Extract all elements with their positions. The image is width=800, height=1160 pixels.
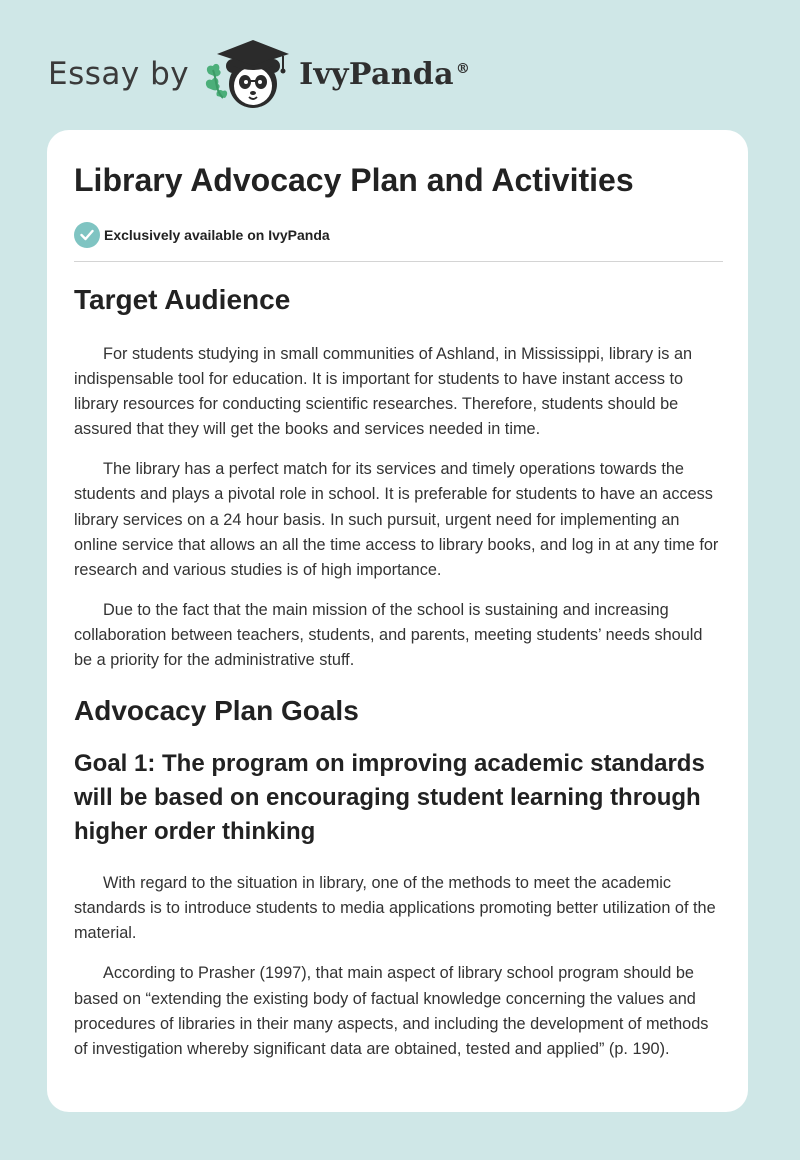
essay-by-label: Essay by [48,56,190,92]
site-header [48,34,470,114]
page-title: Library Advocacy Plan and Activities [74,162,634,198]
paragraph: With regard to the situation in library, one of the methods to meet the academic standards is to introduce students to media applications promoting better utilization of the material. [74,874,716,943]
panda-logo-icon[interactable] [203,36,295,112]
paragraph: According to Prasher (1997), that main aspect of library school program should be based on “extending the existing body of factual knowledge concerning the values and procedures of libraries in their many aspects, and including the development of methods of investigation whereby significant data are obtained, tested and applied” (p. 190). [74,964,709,1058]
check-circle-icon [74,222,100,248]
title-divider [74,261,723,262]
essay-card [47,130,748,1112]
exclusive-label: Exclusively available on IvyPanda [104,227,330,243]
brand-name[interactable]: IvyPanda ® [299,56,471,92]
exclusive-badge [74,222,330,248]
article-body [74,282,723,1062]
section-heading-advocacy-plan-goals: Advocacy Plan Goals [74,695,359,727]
paragraph: The library has a perfect match for its services and timely operations towards the students and plays a pivotal role in school. It is preferable for students to have an access library services on a 24 hour basis. In such pursuit, urgent need for implementing an online service that allows an all the time access to library books, and log in at any time for research and various studies is of high importance. [74,460,719,579]
paragraph: For students studying in small communities of Ashland, in Mississippi, library is an indispensable tool for education. It is important for students to have instant access to library resources for conducting scientific researches. Therefore, students should be assured that they will get the books and services needed in time. [74,345,693,439]
section-heading-target-audience: Target Audience [74,284,291,315]
paragraph: Due to the fact that the main mission of the school is sustaining and increasing collaboration between teachers, students, and parents, meeting students’ needs should be a priority for the administrative stuff. [74,600,703,670]
registered-mark: ® [455,60,471,77]
goal-heading: Goal 1: The program on improving academic standards will be based on encouraging student learning through higher order thinking [74,750,705,846]
